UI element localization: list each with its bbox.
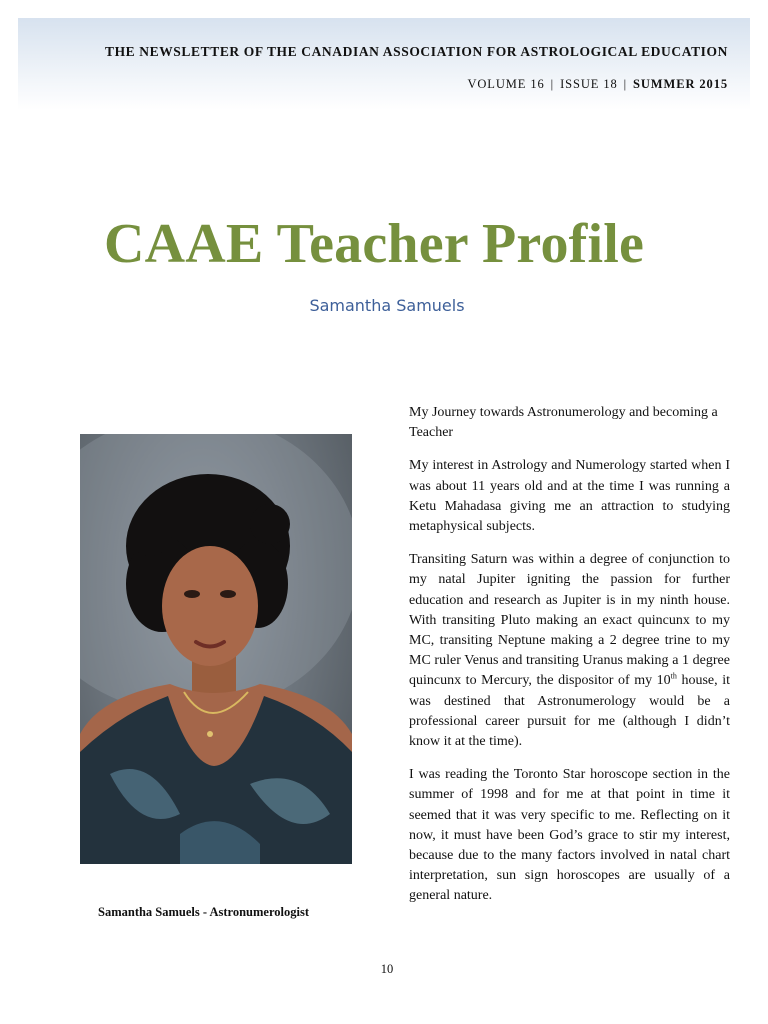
- header-band: [18, 18, 750, 110]
- article-body: [409, 403, 730, 920]
- article-intro: My Journey towards Astronumerology and becoming a Teacher: [409, 405, 718, 441]
- ordinal-suffix: th: [670, 671, 677, 681]
- page-number: 10: [380, 962, 394, 976]
- author-name: Samantha Samuels: [309, 296, 465, 315]
- separator: |: [623, 77, 628, 91]
- paragraph-text: Transiting Saturn was within a degree of conjunction to my natal Jupiter igniting the passion for further education and research as Jupiter is in my ninth house. With transiting Pluto making an exact quincunx to my MC, transiting Neptune making a 2 degree trine to my MC ruler Venus and transiting Uranus making a 1 degree quincunx to Mercury, the dispositor of my 10: [409, 552, 730, 689]
- paragraph-text: house, it was destined that Astronumerology would be a professional career pursuit for me (although I didn’t know it at the time).: [409, 673, 730, 750]
- season-label: SUMMER 2015: [633, 77, 728, 91]
- article-paragraph: I was reading the Toronto Star horoscope section in the summer of 1998 and for me at that point in time it seemed that it was very specific to me. Reflecting on it now, it must have been God’s grace to stir my interest, because due to the many factors involved in natal chart interpretation, sun sign horoscopes are usually of a general nature.: [409, 767, 730, 904]
- article-paragraph: My interest in Astrology and Numerology started when I was about 11 years old and at the time I was running a Ketu Mahadasa giving me an attraction to studying metaphysical subjects.: [409, 458, 730, 535]
- issue-line: [467, 77, 728, 92]
- page-title: CAAE Teacher Profile: [104, 213, 645, 275]
- issue-label: ISSUE 18: [560, 77, 618, 91]
- author-photo: [80, 434, 352, 864]
- newsletter-title: THE NEWSLETTER OF THE CANADIAN ASSOCIATION FOR ASTROLOGICAL EDUCATION: [104, 44, 728, 59]
- separator: |: [550, 77, 555, 91]
- article-paragraph: [409, 550, 730, 752]
- photo-caption: Samantha Samuels - Astronumerologist: [98, 905, 310, 919]
- volume-label: VOLUME 16: [467, 77, 545, 91]
- portrait-illustration: [80, 434, 352, 864]
